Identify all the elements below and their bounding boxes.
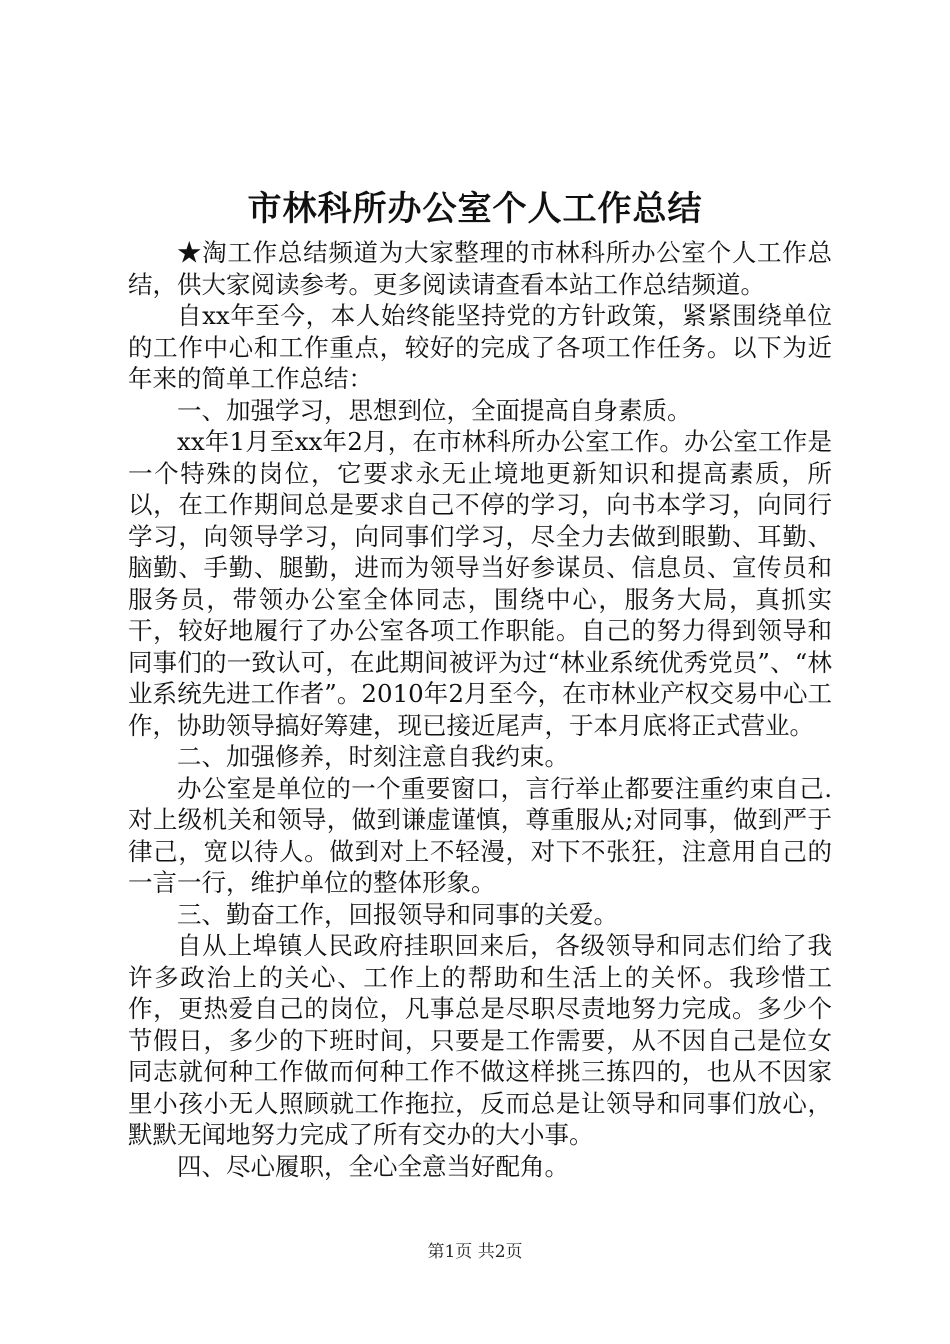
paragraph-overview: 自xx年至今，本人始终能坚持党的方针政策，紧紧围绕单位的工作中心和工作重点，较好的完成了各项工作任务。以下为近年来的简单工作总结： bbox=[128, 301, 832, 393]
document-title: 市林科所办公室个人工作总结 bbox=[247, 189, 703, 229]
section-heading-2: 二、加强修养，时刻注意自我约束。 bbox=[177, 742, 569, 771]
section-heading-4: 四、尽心履职，全心全意当好配角。 bbox=[177, 1151, 569, 1181]
section-heading-3: 三、勤奋工作，回报领导和同事的关爱。 bbox=[177, 899, 618, 929]
page-number-footer: 第1页 共2页 bbox=[427, 1242, 523, 1262]
paragraph-intro: ★淘工作总结频道为大家整理的市林科所办公室个人工作总结，供大家阅读参考。更多阅读请查看本站工作总结频道。 bbox=[128, 238, 832, 299]
paragraph-section-3: 自从上埠镇人民政府挂职回来后，各级领导和同志们给了我许多政治上的关心、工作上的帮助和生活上的关怀。我珍惜工作，更热爱自己的岗位，凡事总是尽职尽责地努力完成。多少个节假日，多少的下班时间，只要是工作需要，从不因自己是位女同志就何种工作做而何种工作不做这样挑三拣四的，也从不因家里小孩小无人照顾就工作拖拉，反而总是让领导和同事们放心，默默无闻地努力完成了所有交办的大小事。 bbox=[128, 931, 832, 1149]
paragraph-section-1: xx年1月至xx年2月，在市林科所办公室工作。办公室工作是一个特殊的岗位，它要求永无止境地更新知识和提高素质，所以，在工作期间总是要求自己不停的学习，向书本学习，向同行学习，向领导学习，向同事们学习，尽全力去做到眼勤、耳勤、脑勤、手勤、腿勤，进而为领导当好参谋员、信息员、宣传员和服务员，带领办公室全体同志，围绕中心，服务大局，真抓实干，较好地履行了办公室各项工作职能。自己的努力得到领导和同事们的一致认可，在此期间被评为过“林业系统优秀党员”、“林业系统先进工作者”。2010年2月至今，在市林业产权交易中心工作，协助领导搞好筹建，现已接近尾声，于本月底将正式营业。 bbox=[128, 427, 832, 740]
section-heading-1: 一、加强学习，思想到位，全面提高自身素质。 bbox=[177, 395, 692, 425]
paragraph-section-2: 办公室是单位的一个重要窗口，言行举止都要注重约束自己.对上级机关和领导，做到谦虚谨慎，尊重服从;对同事，做到严于律己，宽以待人。做到对上不轻漫，对下不张狂，注意用自己的一言一行，维护单位的整体形象。 bbox=[128, 773, 832, 897]
document-body bbox=[128, 237, 832, 1182]
